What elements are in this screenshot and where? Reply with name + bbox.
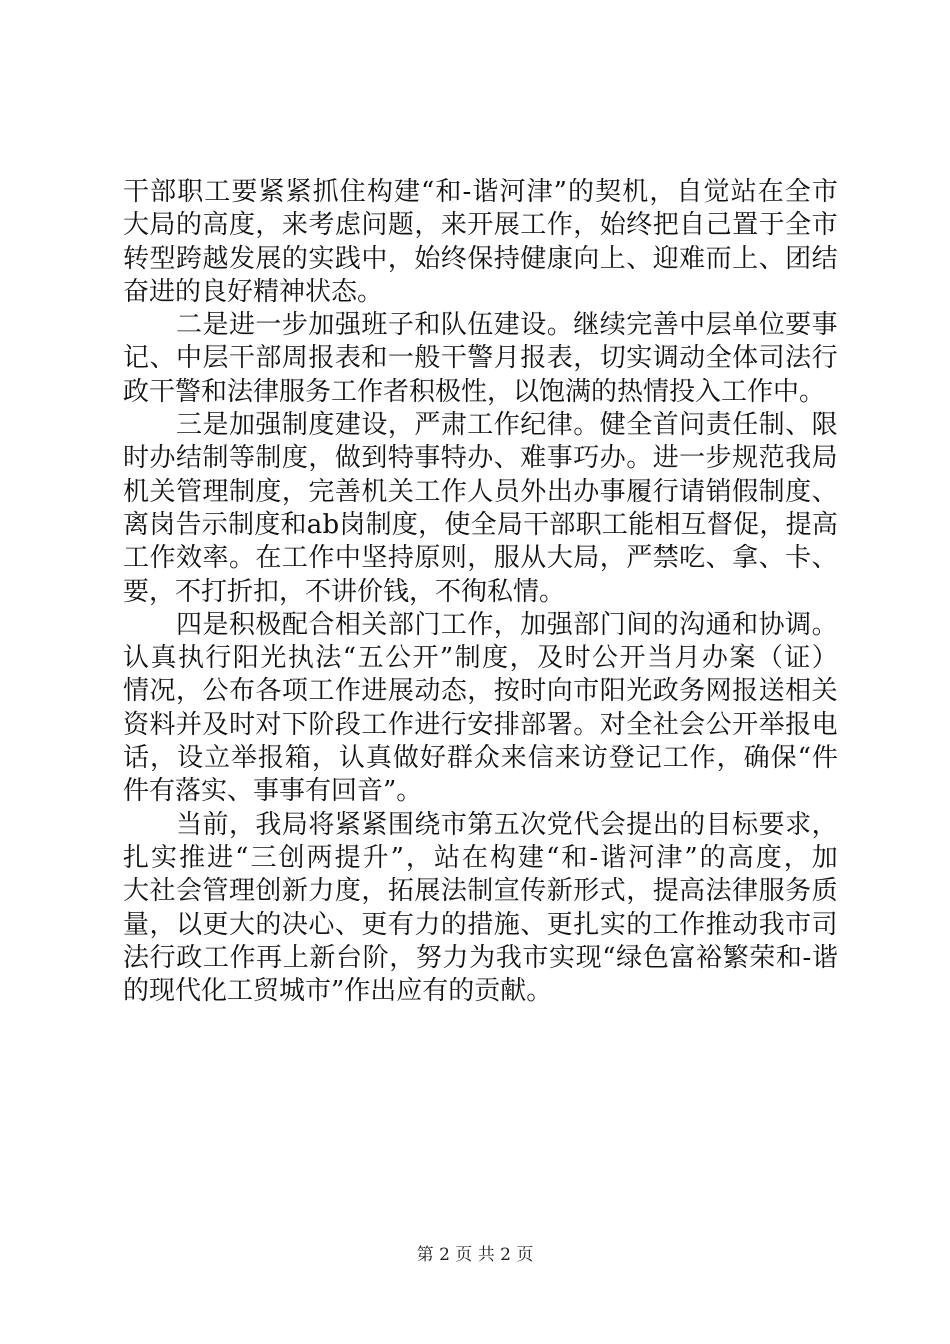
page-footer: 第 2 页 共 2 页 (416, 1245, 534, 1265)
text-line: 干 部 职 工 要 紧 紧 抓 住 构 建 “ 和 - 谐 河 津 ” 的 契 机 ， 自 觉 站 在 全 市 (123, 177, 838, 207)
text-line: 时 办 结 制 等 制 度 ， 做 到 特 事 特 办 、 难 事 巧 办 。 进 一 步 规 范 我 局 (123, 443, 838, 474)
paragraph (123, 176, 838, 309)
text-line: 离 岗 告 示 制 度 和 a b 岗 制 度 ， 使 全 局 干 部 职 工 能 相 互 督 促 ， 提 高 (123, 509, 838, 540)
text-line: 奋进的良好精神状态。 (123, 276, 384, 307)
text-line: 件有落实、事事有回音”。 (123, 776, 423, 807)
text-line: 的现代化工贸城市”作出应有的贡献。 (123, 976, 553, 1007)
paragraph (123, 409, 838, 609)
text-line: 政干警和法律服务工作者积极性，以饱满的热情投入工作中。 (123, 376, 826, 407)
text-line: 量 ， 以 更 大 的 决 心 、 更 有 力 的 措 施 、 更 扎 实 的 工 作 推 动 我 市 司 (123, 909, 838, 940)
text-line: 情 况 ， 公 布 各 项 工 作 进 展 动 态 ， 按 时 向 市 阳 光 政 务 网 报 送 相 关 (123, 676, 838, 707)
text-line: 大 社 会 管 理 创 新 力 度 ， 拓 展 法 制 宣 传 新 形 式 ， 提 高 法 律 服 务 质 (123, 876, 838, 907)
text-line: 转 型 跨 越 发 展 的 实 践 中 ， 始 终 保 持 健 康 向 上 、 迎 难 而 上 、 团 结 (123, 243, 838, 274)
text-line: 当 前 ， 我 局 将 紧 紧 围 绕 市 第 五 次 党 代 会 提 出 的 目 标 要 求 ， (175, 809, 838, 840)
text-line: 资 料 并 及 时 对 下 阶 段 工 作 进 行 安 排 部 署 。 对 全 社 会 公 开 举 报 电 (123, 709, 838, 740)
text-line: 话 ， 设 立 举 报 箱 ， 认 真 做 好 群 众 来 信 来 访 登 记 工 作 ， 确 保 “ 件 (123, 743, 838, 774)
text-line: 大 局 的 高 度 ， 来 考 虑 问 题 ， 来 开 展 工 作 ， 始 终 把 自 己 置 于 全 市 (123, 210, 838, 241)
paragraph (123, 309, 838, 409)
text-line: 要，不打折扣，不讲价钱，不徇私情。 (123, 576, 566, 607)
text-line: 法 行 政 工 作 再 上 新 台 阶 ， 努 力 为 我 市 实 现 “ 绿 色 富 裕 繁 荣 和 - 谐 (123, 942, 838, 973)
text-line: 工 作 效 率 。 在 工 作 中 坚 持 原 则 ， 服 从 大 局 ， 严 禁 吃 、 拿 、 卡 、 (123, 543, 838, 574)
text-line: 扎 实 推 进 “ 三 创 两 提 升 ” ， 站 在 构 建 “ 和 - 谐 河 津 ” 的 高 度 ， 加 (123, 842, 838, 873)
text-line: 二 是 进 一 步 加 强 班 子 和 队 伍 建 设 。 继 续 完 善 中 层 单 位 要 事 (175, 310, 838, 341)
text-line: 记 、 中 层 干 部 周 报 表 和 一 般 干 警 月 报 表 ， 切 实 调 动 全 体 司 法 行 (123, 343, 838, 374)
document-body (123, 176, 838, 1008)
paragraph (123, 809, 838, 1009)
text-line: 认 真 执 行 阳 光 执 法 “ 五 公 开 ” 制 度 ， 及 时 公 开 当 月 办 案 （ 证 ） (123, 643, 838, 674)
text-line: 机 关 管 理 制 度 ， 完 善 机 关 工 作 人 员 外 出 办 事 履 行 请 销 假 制 度 、 (123, 476, 838, 507)
paragraph (123, 609, 838, 809)
text-line: 三 是 加 强 制 度 建 设 ， 严 肃 工 作 纪 律 。 健 全 首 问 责 任 制 、 限 (175, 410, 838, 441)
text-line: 四 是 积 极 配 合 相 关 部 门 工 作 ， 加 强 部 门 间 的 沟 通 和 协 调 。 (175, 609, 838, 640)
